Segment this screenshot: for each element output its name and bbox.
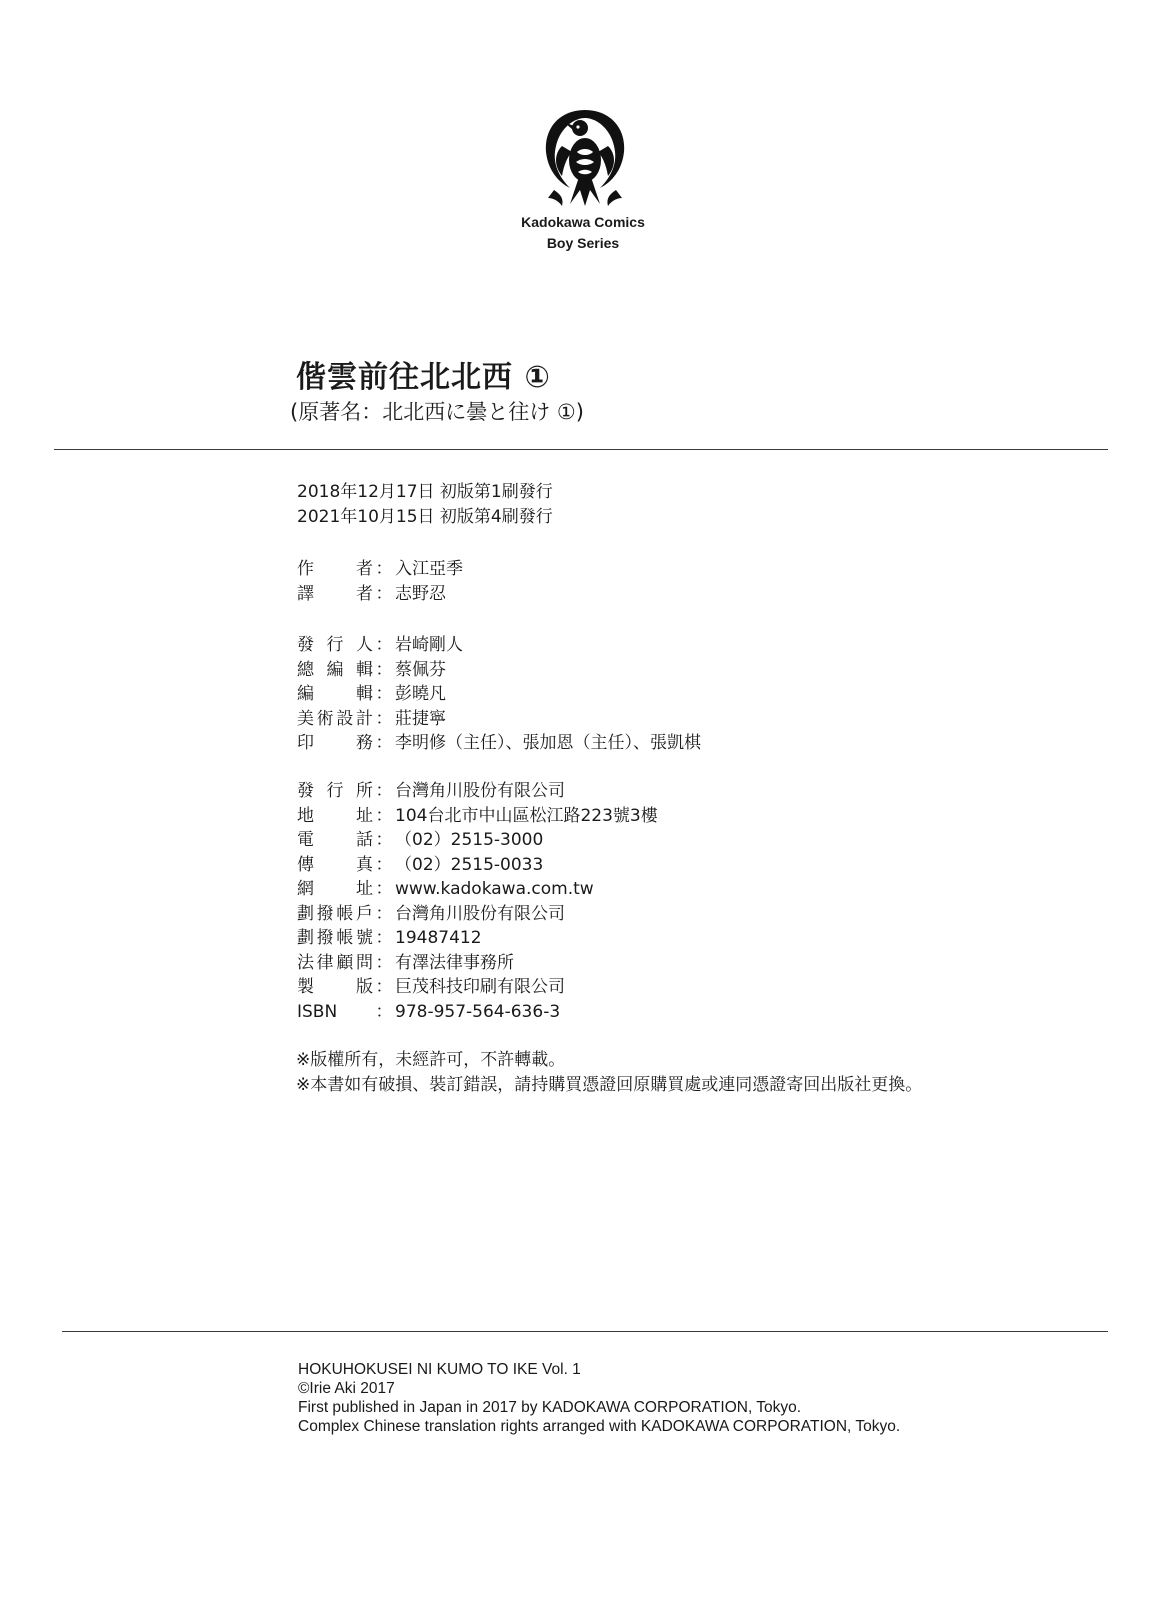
info-label: 製 版	[297, 977, 373, 997]
credit-row: 作 者 ： 入江亞季	[297, 557, 463, 582]
info-row: 電 話 ： （02）2515-3000	[297, 828, 658, 853]
staff-row: 印 務 ： 李明修（主任）、張加恩（主任）、張凱棋	[297, 731, 701, 756]
top-divider	[54, 449, 1108, 450]
book-title: 偕雲前往北北西 ①	[296, 360, 551, 395]
note-line: ※本書如有破損、裝訂錯誤，請持購買憑證回原購買處或連同憑證寄回出版社更換。	[296, 1075, 923, 1095]
info-row: 傳 真 ： （02）2515-0033	[297, 853, 658, 878]
info-label: 網 址	[297, 879, 373, 899]
info-row: 網 址 ： www.kadokawa.com.tw	[297, 877, 658, 902]
info-label: 地 址	[297, 805, 373, 826]
info-value: 19487412	[395, 928, 482, 948]
phoenix-emblem-icon	[540, 106, 630, 210]
staff-row: 總編輯 ： 蔡佩芬	[297, 658, 701, 683]
staff-value: 莊捷寧	[395, 708, 446, 729]
credit-label: 譯 者	[297, 583, 373, 604]
info-label: 傳 真	[297, 854, 373, 875]
copyright-notes	[296, 1048, 922, 1098]
info-value: （02）2515-0033	[395, 854, 544, 875]
credit-value: 入江亞季	[395, 559, 463, 579]
series-line-2: Boy Series	[546, 235, 620, 251]
date-line: 2021年10月15日 初版第4刷發行	[297, 506, 553, 527]
info-value: （02）2515-3000	[395, 830, 544, 850]
info-row: 法律顧問 ： 有澤法律事務所	[297, 951, 658, 976]
info-row: 製 版 ： 巨茂科技印刷有限公司	[297, 975, 658, 1000]
credit-value: 志野忍	[395, 583, 446, 604]
staff-value: 彭曉凡	[395, 684, 446, 704]
info-label: 法律顧問	[297, 952, 373, 973]
english-line: HOKUHOKUSEI NI KUMO TO IKE Vol. 1	[298, 1361, 581, 1378]
staff-value: 李明修（主任）、張加恩（主任）、張凱棋	[395, 733, 701, 753]
info-label: 劃撥帳戶	[297, 903, 373, 924]
english-line: First published in Japan in 2017 by KADOKAWA CORPORATION, Tokyo.	[298, 1399, 802, 1416]
staff-value: 岩崎剛人	[395, 635, 463, 655]
english-line: Complex Chinese translation rights arranged with KADOKAWA CORPORATION, Tokyo.	[298, 1418, 901, 1435]
staff-label: 編 輯	[297, 684, 373, 704]
staff-value: 蔡佩芬	[395, 659, 446, 680]
series-line-1: Kadokawa Comics	[521, 214, 645, 230]
staff-label: 總編輯	[297, 659, 373, 680]
credit-label: 作 者	[297, 559, 373, 579]
isbn-label: ISBN	[297, 1001, 338, 1022]
info-row: 地 址 ： 104台北市中山區松江路223號3樓	[297, 804, 658, 829]
info-row: 劃撥帳號 ： 19487412	[297, 926, 658, 951]
website-link[interactable]: www.kadokawa.com.tw	[395, 879, 594, 899]
info-value: 台灣角川股份有限公司	[395, 781, 565, 801]
english-line: ©Irie Aki 2017	[298, 1380, 395, 1397]
staff-credits	[297, 633, 701, 756]
date-line: 2018年12月17日 初版第1刷發行	[297, 482, 553, 502]
credit-row: 譯 者 ： 志野忍	[297, 582, 463, 607]
staff-row: 編 輯 ： 彭曉凡	[297, 682, 701, 707]
bottom-divider	[62, 1331, 1108, 1332]
staff-row: 發行人 ： 岩崎剛人	[297, 633, 701, 658]
staff-label: 美術設計	[297, 708, 373, 729]
staff-label: 發行人	[297, 635, 373, 655]
info-value: 有澤法律事務所	[395, 952, 514, 973]
note-line: ※版權所有，未經許可，不許轉載。	[296, 1050, 566, 1070]
info-label: 電 話	[297, 830, 373, 850]
staff-label: 印 務	[297, 733, 373, 753]
info-value: 巨茂科技印刷有限公司	[395, 977, 565, 997]
author-credits	[297, 557, 463, 606]
series-label	[480, 212, 686, 254]
staff-row: 美術設計 ： 莊捷寧	[297, 707, 701, 732]
info-row: ISBN ： 978-957-564-636-3	[297, 1000, 658, 1025]
publisher-info	[297, 779, 658, 1024]
info-row: 發行所 ： 台灣角川股份有限公司	[297, 779, 658, 804]
info-label: 劃撥帳號	[297, 928, 373, 948]
publication-dates	[297, 480, 553, 529]
info-label: 發行所	[297, 781, 373, 801]
original-title: (原著名：北北西に曇と往け ①)	[290, 400, 584, 424]
info-value: 104台北市中山區松江路223號3樓	[395, 805, 658, 826]
info-row: 劃撥帳戶 ： 台灣角川股份有限公司	[297, 902, 658, 927]
english-copyright	[298, 1360, 900, 1436]
info-value: 台灣角川股份有限公司	[395, 903, 565, 924]
isbn-value: 978-957-564-636-3	[395, 1001, 561, 1022]
